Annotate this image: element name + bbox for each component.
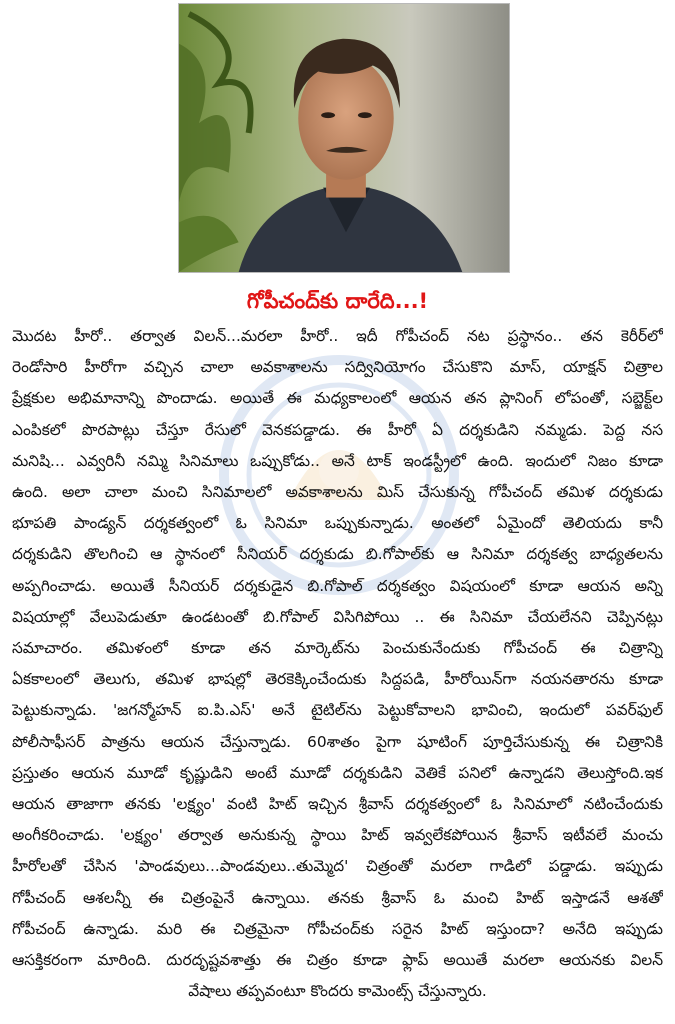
- article-line: పోలీసాఫీసర్ పాత్రను ఆయన చేస్తున్నాడు. 60శాతం పైగా షూటింగ్ పూర్తిచేసుకున్న ఈ చిత్రానికి: [12, 732, 663, 751]
- article-line: వేషాలు తప్పవంటూ కొందరు కామెంట్స్ చేస్తున్నారు.: [188, 982, 487, 1001]
- article-line: మనిషి... ఎవ్వరినీ నమ్మి సినిమాలు ఒప్పుకోడు.. అనే టాక్ ఇండస్ట్రీలో ఉంది. ఇందులో నిజం కూడా: [12, 451, 663, 470]
- article-line: సమాచారం. తమిళంలో కూడా తన మార్కెట్‌ను పెంచుకునేందుకు గోపీచంద్ ఈ చిత్రాన్ని: [12, 639, 663, 658]
- article-line: విషయాల్లో వేలుపెడుతూ ఉండటంతో బి.గోపాల్ విసిగిపోయి .. ఈ సినిమా చేయలేనని చెప్పినట్లు: [12, 607, 663, 626]
- article-line: రెండోసారి హీరోగా వచ్చిన చాలా అవకాశాలను సద్వినియోగం చేసుకొని మాస్, యాక్షన్ చిత్రాల: [12, 358, 663, 377]
- article-line: పెట్టుకున్నాడు. 'జగన్మోహన్ ఐ.పి.ఎస్' అనే టైటిల్‌ను పెట్టుకోవాలని భావించి, ఇందులో పవర్‌ఫుల్: [12, 701, 663, 720]
- article-line: ఎంపికలో పొరపాట్లు చేస్తూ రేసులో వెనకపడ్డాడు. ఈ హీరో ఏ దర్శకుడిని నమ్మడు. పెద్ద నస: [12, 420, 663, 439]
- article-line: ఆసక్తికరంగా మారింది. దురదృష్టవశాత్తు ఈ చిత్రం కూడా ఫ్లాప్ అయితే మరలా ఆయనకు విలన్: [12, 951, 663, 970]
- article-line: ఆయన తాజాగా తనకు 'లక్ష్యం' వంటి హిట్ ఇచ్చిన శ్రీవాస్ దర్శకత్వంలో ఓ సినిమాలో నటించేందుకు: [12, 795, 663, 814]
- article-line: అంగీకరించాడు. 'లక్ష్యం' తర్వాత అనుకున్న స్థాయి హిట్ ఇవ్వలేకపోయిన శ్రీవాస్ ఇటీవలే మంచు: [12, 826, 663, 845]
- article-line: ఏకకాలంలో తెలుగు, తమిళ భాషల్లో తెరకెక్కించేందుకు సిద్దపడి, హీరోయిన్‌గా నయనతారను కూడా: [12, 670, 663, 689]
- article-line: హీరోలతో చేసిన 'పాండవులు...పాండవులు..తుమ్మెద' చిత్రంతో మరలా గాడిలో పడ్డాడు. ఇప్పుడు: [12, 857, 663, 876]
- article-line: ప్రేక్షకుల అభిమానాన్ని పొందాడు. అయితే ఈ మధ్యకాలంలో ఆయన తన ప్లానింగ్ లోపంతో, సబ్జెక్ట్‌ల: [12, 389, 663, 408]
- article-line: అప్పగించాడు. అయితే సీనియర్ దర్శకుడైన బి.గోపాల్ దర్శకత్వం విషయంలో కూడా ఆయన అన్ని: [12, 576, 663, 595]
- article-line: ఉంది. అలా చాలా మంచి సినిమాలలో అవకాశాలను మిస్ చేసుకున్న గోపీచంద్ తమిళ దర్శకుడు: [12, 483, 663, 502]
- article-line: మొదట హీరో.. తర్వాత విలన్...మరలా హీరో.. ఇదీ గోపీచంద్ నట ప్రస్థానం.. తన కెరీర్‌లో: [12, 327, 663, 345]
- portrait-photo: [179, 4, 509, 272]
- article-line: గోపీచంద్ ఆశలన్నీ ఈ చిత్రంపైనే ఉన్నాయి. తనకు శ్రీవాస్ ఓ మంచి హిట్ ఇస్తాడనే ఆశతో: [12, 888, 663, 907]
- article-body: [12, 321, 663, 1007]
- article-line: గోపీచంద్ ఉన్నాడు. మరి ఈ చిత్రమైనా గోపీచంద్‌కు సరైన హిట్ ఇస్తుందా? అనేది ఇప్పుడు: [12, 919, 663, 938]
- article-line: ప్రస్తుతం ఆయన మూడో కృష్ణుడిని అంటే మూడో దర్శకుడిని వెతికే పనిలో ఉన్నాడని తెలుస్తోంది.ఇక: [12, 763, 663, 782]
- portrait-photo-frame: [178, 3, 510, 273]
- article-line: దర్శకుడిని తొలగించి ఆ స్థానంలో సీనియర్ దర్శకుడు బి.గోపాల్‌కు ఆ సినిమా దర్శకత్వ బాధ్యతలను: [12, 545, 663, 564]
- article-line: భూపతి పాండ్యన్ దర్శకత్వంలో ఓ సినిమా ఒప్పుకున్నాడు. అంతలో ఏమైందో తెలియదు కానీ: [12, 514, 663, 533]
- article-headline: గోపీచంద్‌కు దారేది...!: [246, 289, 429, 313]
